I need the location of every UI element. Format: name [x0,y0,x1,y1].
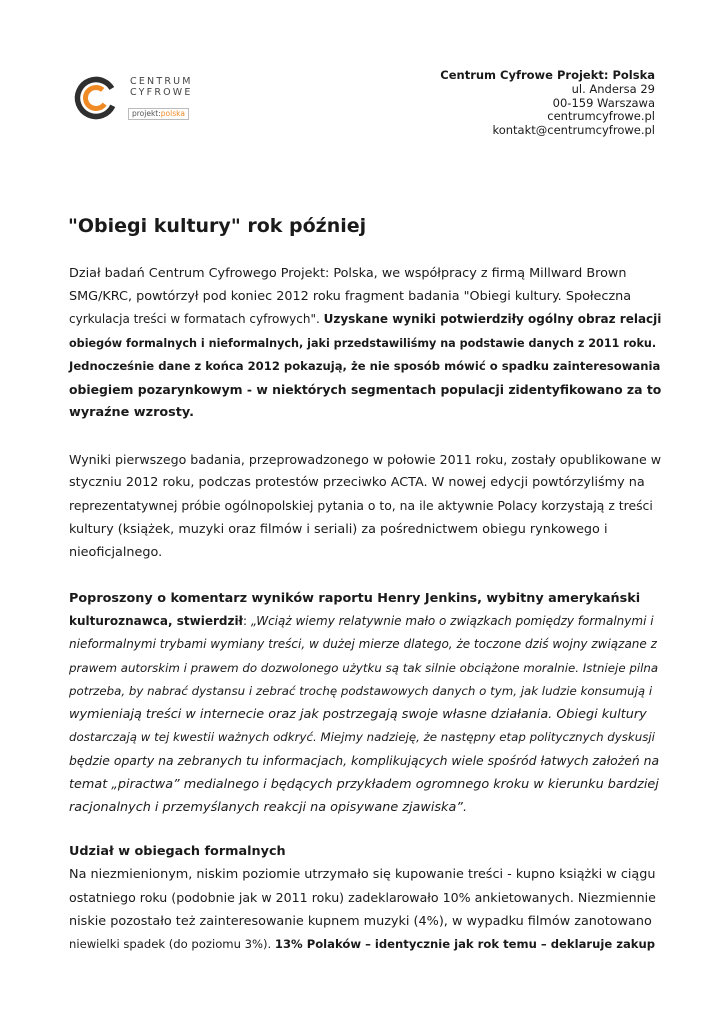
p1-line4: obiegów formalnych i nieformalnych, jaki przedstawiliśmy na podstawie danych z 2011 roku. [69,336,657,350]
p3-line2-quote: „Wciąż wiemy relatywnie mało o związkach pomiędzy formalnymi i [250,614,654,629]
p1-line7: wyraźne wzrosty. [69,405,194,421]
contact-website[interactable]: centrumcyfrowe.pl [547,109,655,124]
p1-line5: Jednocześnie dane z końca 2012 pokazują, że nie sposób mówić o spadku zainteresowania [69,358,661,373]
p1-line1: Dział badań Centrum Cyfrowego Projekt: Polska, we współpracy z firmą Millward Brown [69,266,627,281]
p3-line3: nieformalnymi trybami wymiany treści, w dużej mierze dlatego, że toczone dziś wojny związane z [69,637,657,652]
formal-section [69,840,659,956]
page-title: "Obiegi kultury" rok później [68,215,367,237]
section-line4 [69,933,659,956]
contact-city: 00-159 Warszawa [552,95,655,110]
p3-line2 [69,610,659,633]
p2-line5: nieoficjalnego. [69,544,163,560]
centrum-cyfrowe-logo [72,74,212,124]
section-line4-bold: 13% Polaków – identycznie jak rok temu – deklaruje zakup [274,936,656,951]
p1-line3 [69,308,662,331]
p2-line3: reprezentatywnej próbie ogólnopolskiej pytania o to, na ile aktywnie Polacy korzystają z treści [69,498,653,514]
logo-c-icon [72,74,120,122]
p3-line1: Poproszony o komentarz wyników raportu Henry Jenkins, wybitny amerykański [69,591,641,606]
logo-name-line1: CENTRUM [130,76,193,87]
section-line1: Na niezmienionym, niskim poziomie utrzymało się kupowanie treści - kupno książki w ciągu [69,867,656,883]
logo-tag-prefix: projekt: [132,109,161,118]
intro-paragraph [69,262,662,424]
p3-line8: będzie oparty na zebranych tu informacjach, komplikujących wiele spośród łatwych założeń na [69,753,660,769]
p2-line1: Wyniki pierwszego badania, przeprowadzonego w połowie 2011 roku, zostały opublikowane w [69,452,662,467]
p3-line4: prawem autorskim i prawem do dozwolonego użytku są tak silnie obciążone moralnie. Istnieje pilna [69,660,659,675]
contact-block [440,69,655,138]
logo-wordmark [130,76,193,98]
p1-line6: obiegiem pozarynkowym - w niektórych segmentach populacji zidentyfikowano za to [69,382,662,398]
section-heading: Udział w obiegach formalnych [69,844,286,859]
section-line2: ostatniego roku (podobnie jak w 2011 roku) zadeklarowało 10% ankietowanych. Niezmiennie [69,890,656,906]
p1-line3-regular: cyrkulacja treści w formatach cyfrowych". [69,312,324,327]
p3-line5: potrzeba, by nabrać dystansu i zebrać trochę podstawowych danych o tym, jak ludzie konsumują i [69,683,653,698]
p1-line2: SMG/KRC, powtórzył pod koniec 2012 roku fragment badania "Obiegi kultury. Społeczna [69,289,632,305]
p3-line9: temat „piractwa” medialnego i będących przykładem ogromnego kroku w kierunku bardziej [69,776,659,792]
p3-line6: wymieniają treści w internecie oraz jak postrzegają swoje własne działania. Obiegi kultury [69,707,647,723]
p3-line2-bold: kulturoznawca, stwierdził [69,614,244,629]
p1-line3-bold: Uzyskane wyniki potwierdziły ogólny obraz relacji [323,312,662,327]
p2-line2: styczniu 2012 roku, podczas protestów przeciwko ACTA. W nowej edycji powtórzyliśmy na [69,475,645,491]
quote-paragraph [69,587,659,819]
section-line3: niskie pozostało też zainteresowanie kupnem muzyki (4%), w wypadku filmów zanotowano [69,913,652,929]
study-paragraph [69,448,662,564]
section-line4-regular: niewielki spadek (do poziomu 3%). [69,936,275,951]
p3-line7: dostarczają w tej kwestii ważnych odkryć. Miejmy nadzieję, że następny etap politycznych dyskusji [69,730,655,745]
contact-org: Centrum Cyfrowe Projekt: Polska [440,68,655,82]
logo-name-line2: CYFROWE [130,87,193,98]
contact-street: ul. Andersa 29 [571,81,655,96]
contact-email[interactable]: kontakt@centrumcyfrowe.pl [492,123,655,138]
p2-line4: kultury (książek, muzyki oraz filmów i seriali) za pośrednictwem obiegu rynkowego i [69,521,608,537]
logo-tag [128,108,189,120]
p3-line10: racjonalnych i przemyślanych reakcji na opisywane zjawiska”. [69,799,468,815]
p3-line2-colon: : [243,614,251,629]
logo-tag-accent: polska [160,109,185,118]
